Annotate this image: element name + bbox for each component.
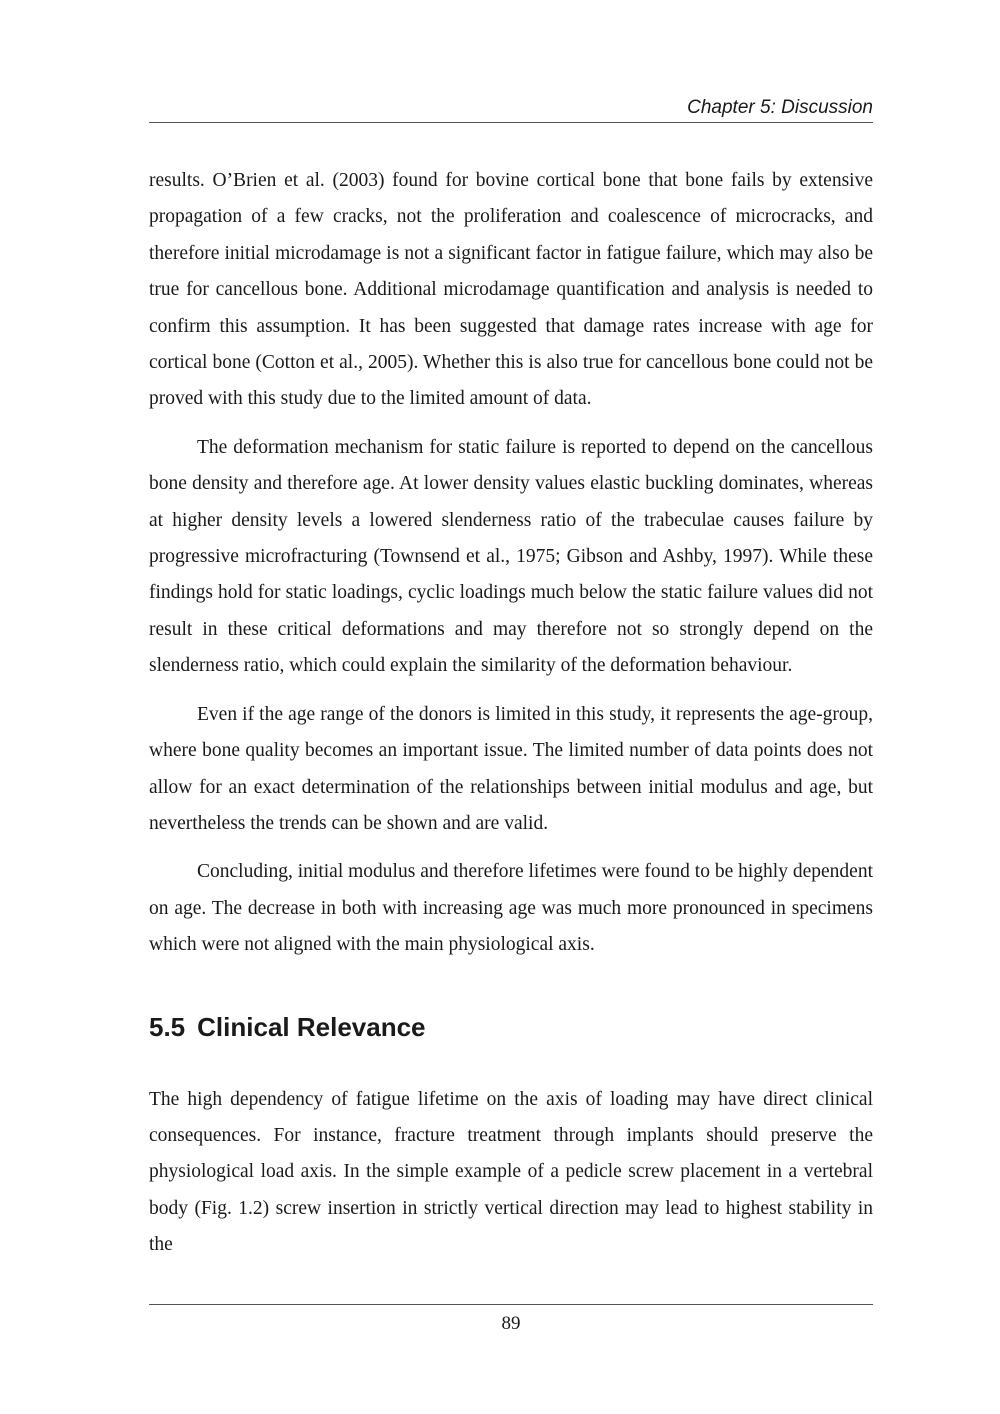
paragraph-concluding: Concluding, initial modulus and therefore lifetimes were found to be highly dependent on age. The decrease in both with increasing age was much more pronounced in specimens which were not aligned with the main physiological axis. [149, 861, 873, 956]
page-number: 89 [501, 1313, 521, 1334]
page-body [149, 163, 873, 1276]
paragraph-deformation-mechanism: The deformation mechanism for static failure is reported to depend on the cancellous bone density and therefore age. At lower density values elastic buckling dominates, whereas at higher density levels a lowered slenderness ratio of the trabeculae causes failure by progressive microfracturing (Townsend et al., 1975; Gibson and Ashby, 1997). While these findings hold for static loadings, cyclic loadings much below the static failure values did not result in these critical deformations and may therefore not so strongly depend on the slenderness ratio, which could explain the similarity of the deformation behaviour. [149, 436, 873, 677]
section-title: Clinical Relevance [197, 1011, 426, 1042]
header-rule [149, 122, 873, 123]
paragraph-continuation: results. O’Brien et al. (2003) found for bovine cortical bone that bone fails by extensive propagation of a few cracks, not the proliferation and coalescence of microcracks, and therefore initial microdamage is not a significant factor in fatigue failure, which may also be true for cancellous bone. Additional microdamage quantification and analysis is needed to confirm this assumption. It has been suggested that damage rates increase with age for cortical bone (Cotton et al., 2005). Whether this is also true for cancellous bone could not be proved with this study due to the limited amount of data. [149, 170, 873, 410]
paragraph-age-range: Even if the age range of the donors is limited in this study, it represents the age-group, where bone quality becomes an important issue. The limited number of data points does not allow for an exact determination of the relationships between initial modulus and age, but nevertheless the trends can be shown and are valid. [149, 703, 873, 834]
section-heading [149, 1010, 873, 1044]
section-number: 5.5 [149, 1011, 186, 1042]
running-header: Chapter 5: Discussion [687, 97, 873, 118]
paragraph-clinical-relevance: The high dependency of fatigue lifetime on the axis of loading may have direct clinical consequences. For instance, fracture treatment through implants should preserve the physiological load axis. In the simple example of a pedicle screw placement in a vertebral body (Fig. 1.2) screw insertion in strictly vertical direction may lead to highest stability in the [149, 1088, 873, 1256]
footer-rule [149, 1304, 873, 1305]
